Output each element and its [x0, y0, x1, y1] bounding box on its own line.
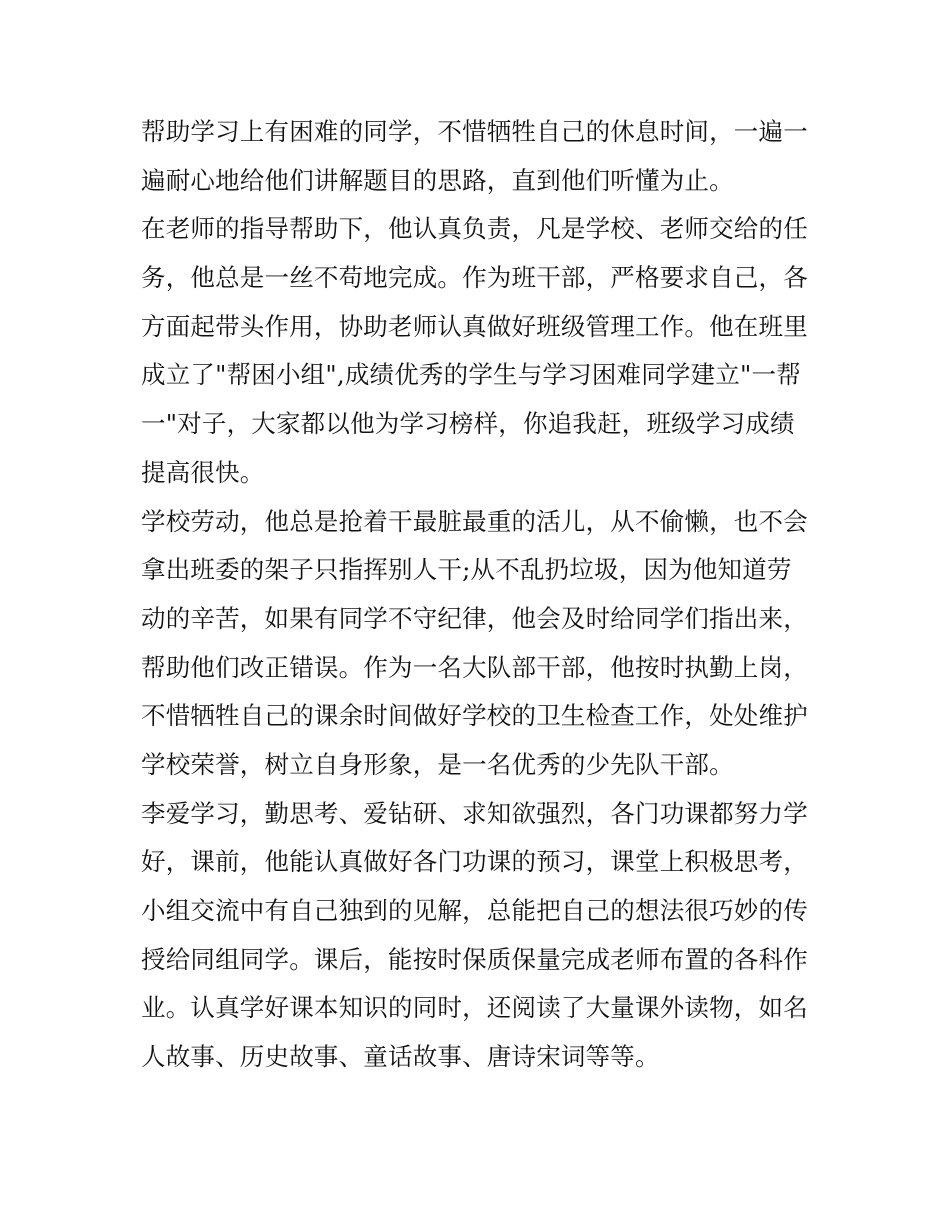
text-line: 不惜牺牲自己的课余时间做好学校的卫生检查工作，处处维护 [141, 701, 808, 731]
text-line: 业。认真学好课本知识的同时，还阅读了大量课外读物，如名 [141, 993, 808, 1023]
text-line: 帮助他们改正错误。作为一名大队部干部，他按时执勤上岗， [141, 652, 808, 682]
text-line: 方面起带头作用，协助老师认真做好班级管理工作。他在班里 [141, 311, 808, 341]
text-line: 务，他总是一丝不苟地完成。作为班干部，严格要求自己，各 [141, 263, 808, 293]
text-line: 授给同组同学。课后，能按时保质保量完成老师布置的各科作 [141, 944, 808, 974]
text-line: 好，课前，他能认真做好各门功课的预习，课堂上积极思考， [141, 847, 808, 877]
paragraph-3 [141, 498, 816, 790]
document-body [141, 108, 816, 1082]
text-line: 遍耐心地给他们讲解题目的思路，直到他们听懂为止。 [141, 165, 734, 195]
text-line: 李爱学习，勤思考、爱钻研、求知欲强烈，各门功课都努力学 [141, 798, 808, 828]
paragraph-1 [141, 108, 816, 205]
text-line: 动的辛苦，如果有同学不守纪律，他会及时给同学们指出来， [141, 603, 808, 633]
paragraph-4 [141, 790, 816, 1082]
paragraph-2 [141, 205, 816, 497]
text-line: 学校劳动，他总是抢着干最脏最重的活儿，从不偷懒，也不会 [141, 506, 808, 536]
text-line: 成立了"帮困小组",成绩优秀的学生与学习困难同学建立"一帮 [141, 360, 801, 390]
text-line: 学校荣誉，树立自身形象，是一名优秀的少先队干部。 [141, 749, 734, 779]
text-line: 提高很快。 [141, 457, 265, 487]
text-line: 帮助学习上有困难的同学，不惜牺牲自己的休息时间，一遍一 [141, 117, 808, 146]
text-line: 在老师的指导帮助下，他认真负责，凡是学校、老师交给的任 [141, 214, 808, 244]
text-line: 人故事、历史故事、童话故事、唐诗宋词等等。 [141, 1042, 660, 1072]
text-line: 一"对子，大家都以他为学习榜样，你追我赶，班级学习成绩 [141, 409, 795, 439]
text-line: 小组交流中有自己独到的见解，总能把自己的想法很巧妙的传 [141, 896, 808, 925]
text-line: 拿出班委的架子只指挥别人干;从不乱扔垃圾，因为他知道劳 [141, 555, 792, 585]
